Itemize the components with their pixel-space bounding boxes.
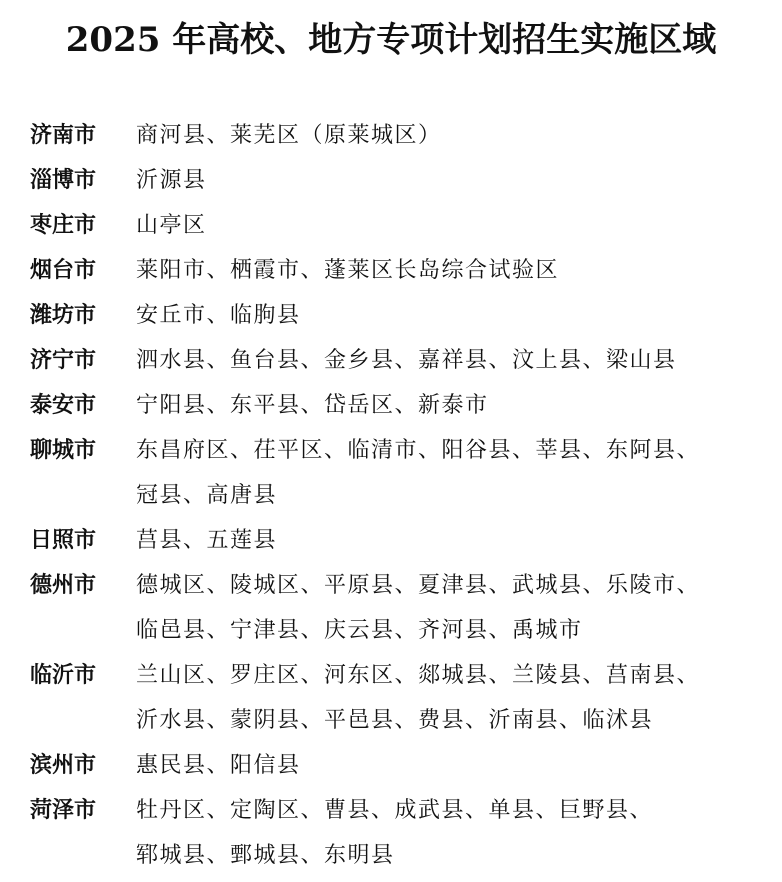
county-list (136, 158, 775, 203)
county-list (136, 563, 775, 653)
city-name: 枣庄市 (30, 213, 97, 238)
county-list (136, 293, 775, 338)
county-list (136, 653, 775, 743)
city-name: 烟台市 (30, 258, 97, 283)
region-row (30, 743, 775, 788)
county-line: 沂源县 (136, 168, 207, 193)
county-line: 冠县、高唐县 (136, 483, 278, 508)
county-line: 商河县、莱芜区（原莱城区） (136, 123, 442, 148)
region-row (30, 248, 775, 293)
region-row (30, 428, 775, 518)
county-line: 泗水县、鱼台县、金乡县、嘉祥县、汶上县、梁山县 (136, 348, 677, 373)
county-list (136, 743, 775, 788)
county-line: 莱阳市、栖霞市、蓬莱区长岛综合试验区 (136, 258, 560, 283)
city-name: 临沂市 (30, 663, 97, 688)
city-name: 济南市 (30, 123, 97, 148)
city-name: 日照市 (30, 528, 97, 553)
city-name: 泰安市 (30, 393, 97, 418)
city-name: 德州市 (30, 573, 97, 598)
county-line: 牡丹区、定陶区、曹县、成武县、单县、巨野县、 (136, 798, 654, 823)
county-line: 安丘市、临朐县 (136, 303, 301, 328)
region-row (30, 563, 775, 653)
county-list (136, 113, 775, 158)
region-row (30, 383, 775, 428)
region-row (30, 113, 775, 158)
region-row (30, 338, 775, 383)
city-name: 济宁市 (30, 348, 97, 373)
county-line: 山亭区 (136, 213, 207, 238)
region-row (30, 158, 775, 203)
city-name: 潍坊市 (30, 303, 97, 328)
region-row (30, 293, 775, 338)
county-list (136, 518, 775, 563)
county-list (136, 203, 775, 248)
region-row (30, 653, 775, 743)
document-title: 2025 年高校、地方专项计划招生实施区域 (65, 20, 717, 60)
county-line: 莒县、五莲县 (136, 528, 278, 553)
region-list (30, 113, 775, 878)
county-line: 东昌府区、茌平区、临清市、阳谷县、莘县、东阿县、 (136, 438, 701, 463)
region-row (30, 203, 775, 248)
county-list (136, 248, 775, 293)
county-list (136, 428, 775, 518)
city-name: 聊城市 (30, 438, 97, 463)
county-list (136, 383, 775, 428)
county-line: 临邑县、宁津县、庆云县、齐河县、禹城市 (136, 618, 583, 643)
city-name: 菏泽市 (30, 798, 97, 823)
county-line: 兰山区、罗庄区、河东区、郯城县、兰陵县、莒南县、 (136, 663, 701, 688)
region-row (30, 788, 775, 878)
county-line: 沂水县、蒙阴县、平邑县、费县、沂南县、临沭县 (136, 708, 654, 733)
county-line: 惠民县、阳信县 (136, 753, 301, 778)
county-list (136, 338, 775, 383)
county-line: 郓城县、鄄城县、东明县 (136, 843, 395, 868)
region-row (30, 518, 775, 563)
city-name: 滨州市 (30, 753, 97, 778)
county-line: 宁阳县、东平县、岱岳区、新泰市 (136, 393, 489, 418)
county-list (136, 788, 775, 878)
city-name: 淄博市 (30, 168, 97, 193)
county-line: 德城区、陵城区、平原县、夏津县、武城县、乐陵市、 (136, 573, 701, 598)
